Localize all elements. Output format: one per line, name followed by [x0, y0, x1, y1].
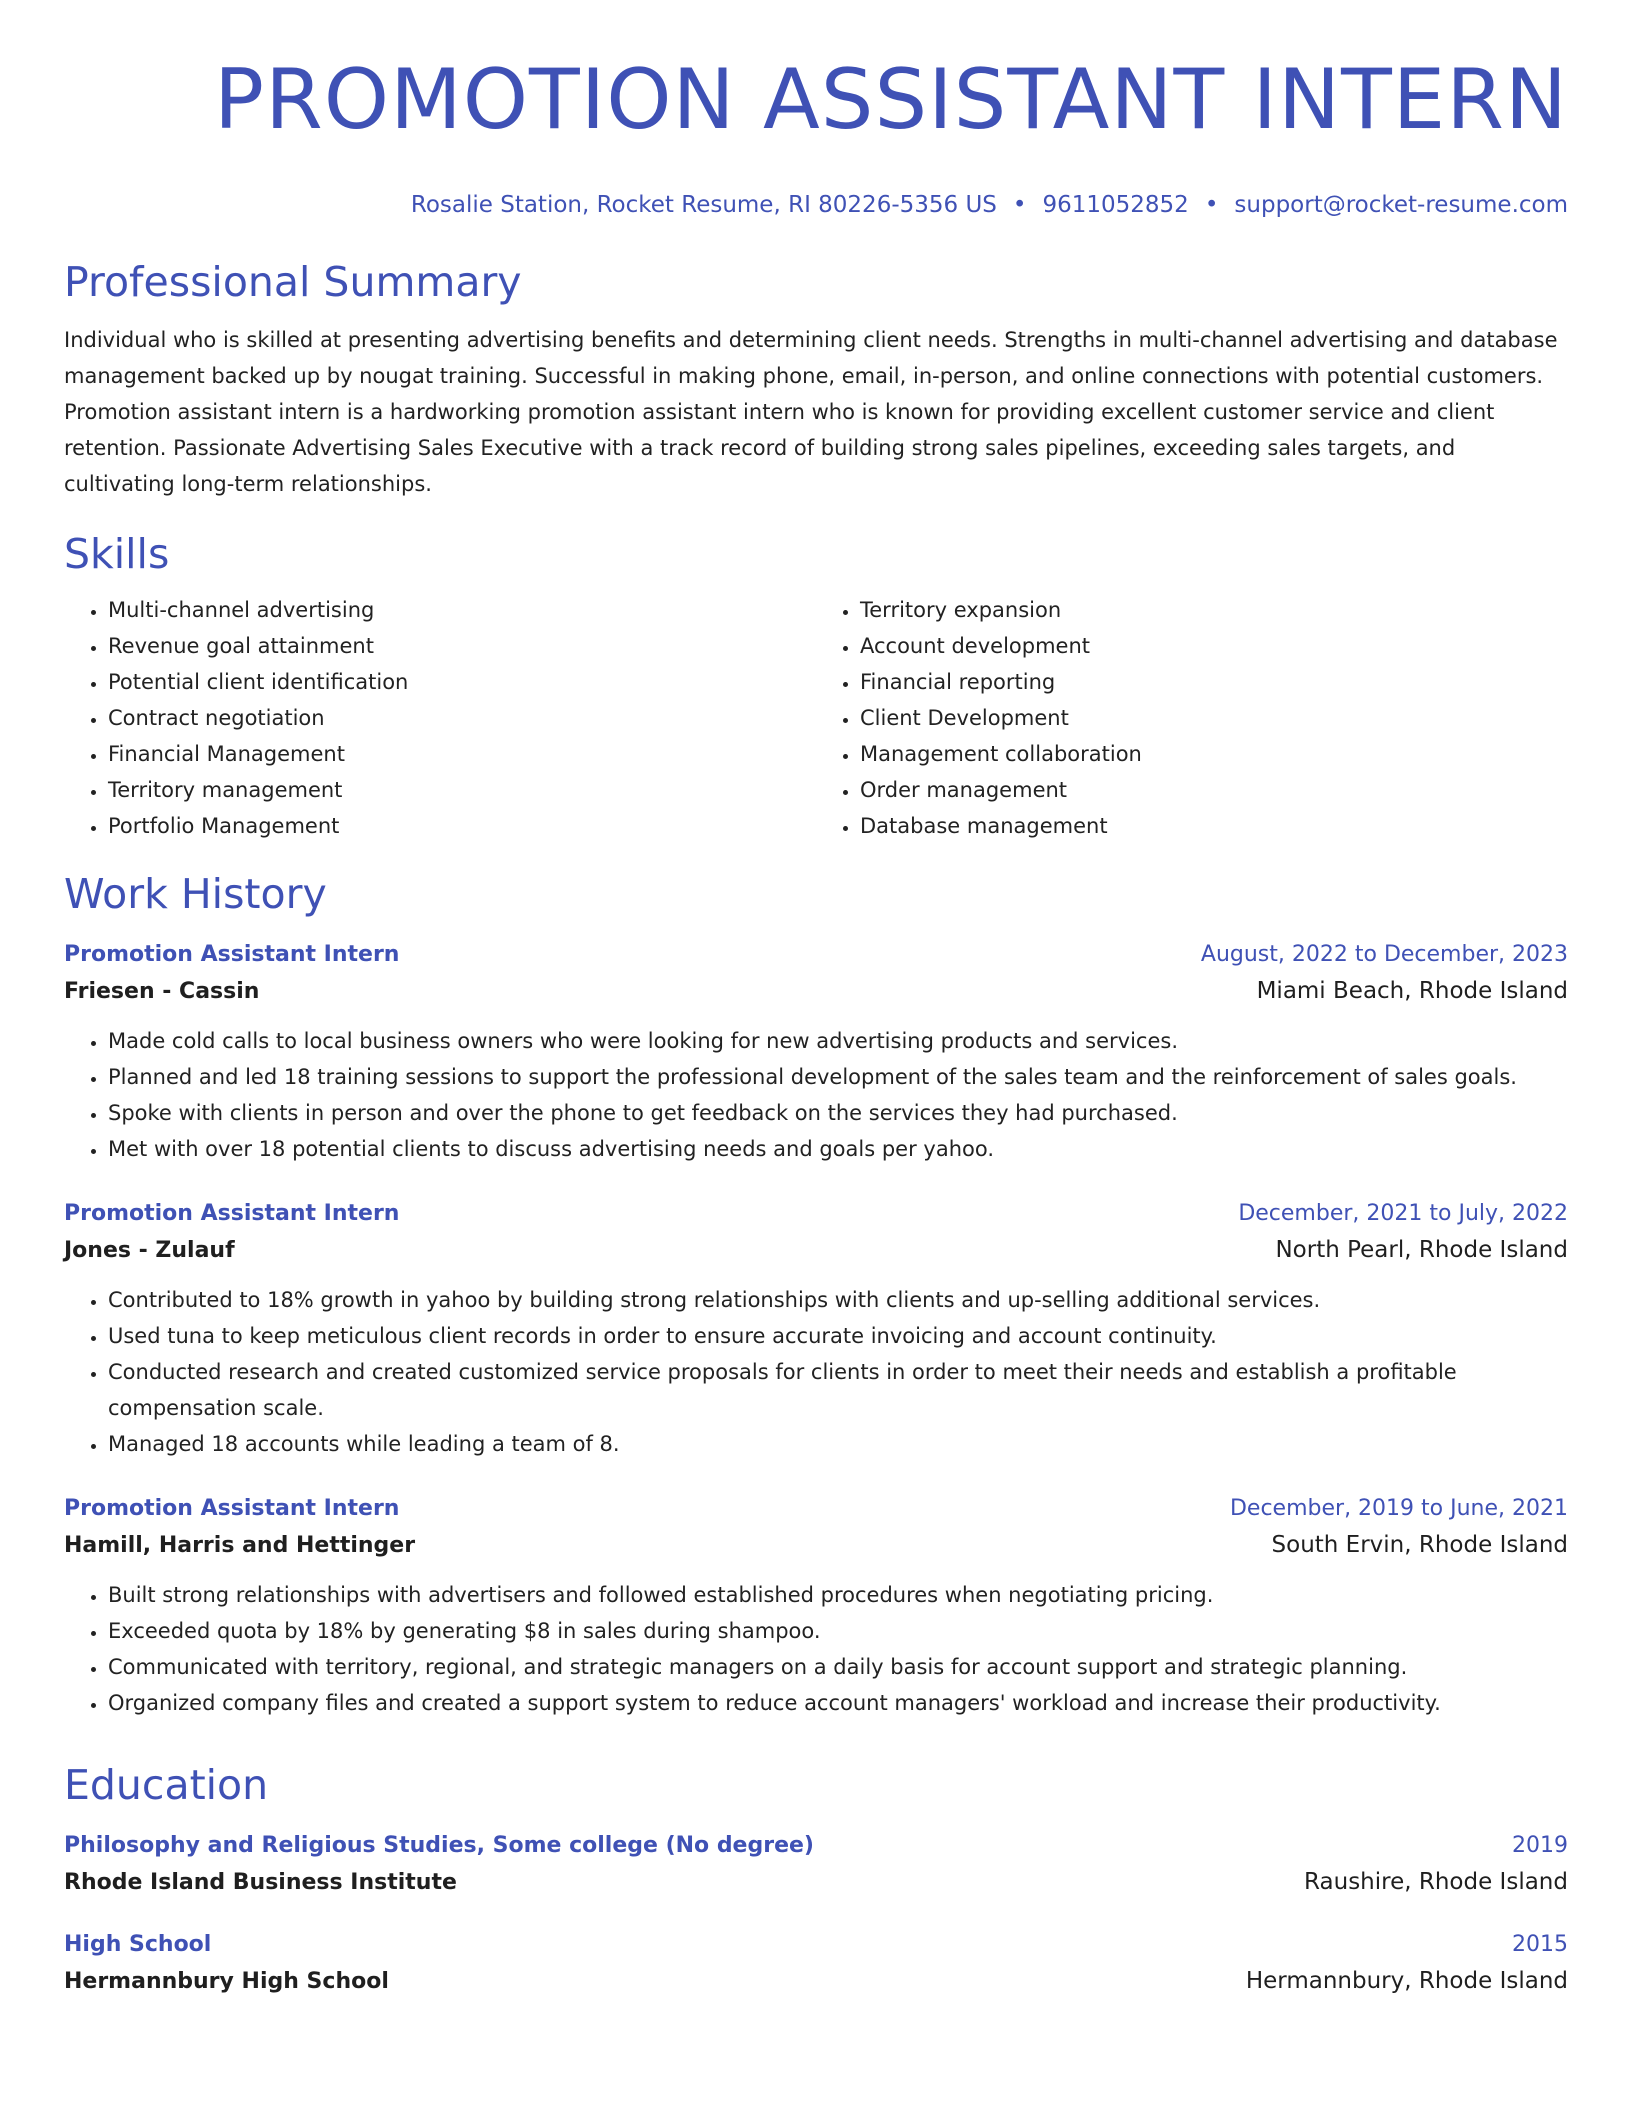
- job-bullet: • Made cold calls to local business owners who were looking for new advertising products and services.: [108, 1023, 1568, 1059]
- job-bullet: • Spoke with clients in person and over the phone to get feedback on the services they had purchased.: [108, 1095, 1568, 1131]
- job-bullet: • Conducted research and created customized service proposals for clients in order to meet their needs and establish a profitable compensation scale.: [108, 1354, 1568, 1426]
- job-location: North Pearl, Rhode Island: [1275, 1237, 1568, 1263]
- skills-title: Skills: [64, 530, 170, 578]
- education-school: Hermannbury High School: [64, 1969, 389, 1994]
- job-role: Promotion Assistant Intern: [64, 1496, 400, 1521]
- resume-header: [64, 50, 1568, 220]
- skill-item: • Account development: [860, 628, 1568, 664]
- job-bullet: • Built strong relationships with advertisers and followed established procedures when negotiating pricing.: [108, 1577, 1568, 1613]
- contact-line: [64, 190, 1568, 220]
- job-entry: [64, 1197, 1568, 1462]
- job-bullet: • Planned and led 18 training sessions to support the professional development of the sales team and the reinforcement of sales goals.: [108, 1059, 1568, 1095]
- education-location: Raushire, Rhode Island: [1304, 1869, 1568, 1895]
- job-company-row: [64, 1231, 1568, 1270]
- contact-email[interactable]: support@rocket-resume.com: [1234, 192, 1568, 218]
- contact-separator: •: [1012, 192, 1027, 218]
- skill-item: • Portfolio Management: [108, 808, 816, 844]
- skill-item: • Potential client identification: [108, 664, 816, 700]
- job-header-row: [64, 1197, 1568, 1231]
- work-history-title: Work History: [64, 870, 327, 918]
- education-title: Education: [64, 1761, 269, 1809]
- job-entry: [64, 1492, 1568, 1721]
- job-role: Promotion Assistant Intern: [64, 942, 400, 967]
- skill-item: • Management collaboration: [860, 736, 1568, 772]
- job-dates: December, 2021 to July, 2022: [1238, 1201, 1568, 1226]
- education-degree: Philosophy and Religious Studies, Some college (No degree): [64, 1833, 814, 1858]
- job-bullets: [64, 1023, 1568, 1167]
- job-location: Miami Beach, Rhode Island: [1256, 978, 1568, 1004]
- job-bullet: • Communicated with territory, regional, and strategic managers on a daily basis for account support and strategic planning.: [108, 1649, 1568, 1685]
- skill-item: • Client Development: [860, 700, 1568, 736]
- skills-grid: [64, 592, 1568, 844]
- education-year: 2015: [1512, 1932, 1568, 1957]
- summary-title: Professional Summary: [64, 258, 522, 306]
- skill-item: • Territory management: [108, 772, 816, 808]
- contact-address: Rosalie Station, Rocket Resume, RI 80226-5356 US: [410, 192, 997, 218]
- contact-separator: •: [1204, 192, 1219, 218]
- education-entry: [64, 1928, 1568, 2001]
- job-role: Promotion Assistant Intern: [64, 1201, 400, 1226]
- job-header-row: [64, 1492, 1568, 1526]
- education-school-row: [64, 1962, 1568, 2001]
- job-bullet: • Managed 18 accounts while leading a team of 8.: [108, 1426, 1568, 1462]
- resume-name: PROMOTION ASSISTANT INTERN: [214, 51, 1568, 148]
- education-location: Hermannbury, Rhode Island: [1245, 1968, 1568, 1994]
- job-bullet: • Exceeded quota by 18% by generating $8 in sales during shampoo.: [108, 1613, 1568, 1649]
- job-bullets: [64, 1577, 1568, 1721]
- contact-phone: 9611052852: [1042, 192, 1189, 218]
- skill-item: • Revenue goal attainment: [108, 628, 816, 664]
- skill-item: • Territory expansion: [860, 592, 1568, 628]
- skill-item: • Financial Management: [108, 736, 816, 772]
- job-company-row: [64, 972, 1568, 1011]
- skills-list-right: [816, 592, 1568, 844]
- skill-item: • Financial reporting: [860, 664, 1568, 700]
- skill-item: • Database management: [860, 808, 1568, 844]
- job-location: South Ervin, Rhode Island: [1271, 1532, 1568, 1558]
- job-bullet: • Used tuna to keep meticulous client records in order to ensure accurate invoicing and account continuity.: [108, 1318, 1568, 1354]
- job-company: Hamill, Harris and Hettinger: [64, 1533, 416, 1558]
- job-company: Friesen - Cassin: [64, 979, 260, 1004]
- job-bullet: • Met with over 18 potential clients to discuss advertising needs and goals per yahoo.: [108, 1131, 1568, 1167]
- education-year: 2019: [1512, 1833, 1568, 1858]
- job-bullet: • Contributed to 18% growth in yahoo by building strong relationships with clients and up-selling additional services.: [108, 1282, 1568, 1318]
- job-header-row: [64, 938, 1568, 972]
- summary-text: Individual who is skilled at presenting advertising benefits and determining client needs. Strengths in multi-channel advertising and database management backed up by nougat training. Successful in making phone, email, in-person, and online connections with potential customers. Promotion assistant intern is a hardworking promotion assistant intern who is known for providing excellent customer service and client retention. Passionate Advertising Sales Executive with a track record of building strong sales pipelines, exceeding sales targets, and cultivating long-term relationships.: [64, 328, 1558, 496]
- education-school-row: [64, 1863, 1568, 1902]
- education-school: Rhode Island Business Institute: [64, 1870, 457, 1895]
- education-degree: High School: [64, 1932, 212, 1957]
- job-entry: [64, 938, 1568, 1167]
- skill-item: • Order management: [860, 772, 1568, 808]
- job-dates: December, 2019 to June, 2021: [1229, 1496, 1568, 1521]
- job-company-row: [64, 1526, 1568, 1565]
- skill-item: • Multi-channel advertising: [108, 592, 816, 628]
- job-bullet: • Organized company files and created a support system to reduce account managers' workload and increase their productivity.: [108, 1685, 1568, 1721]
- job-dates: August, 2022 to December, 2023: [1200, 942, 1568, 967]
- education-entry: [64, 1829, 1568, 1902]
- job-company: Jones - Zulauf: [64, 1238, 235, 1263]
- skills-list-left: [64, 592, 816, 844]
- education-header-row: [64, 1928, 1568, 1962]
- job-bullets: [64, 1282, 1568, 1462]
- education-header-row: [64, 1829, 1568, 1863]
- skill-item: • Contract negotiation: [108, 700, 816, 736]
